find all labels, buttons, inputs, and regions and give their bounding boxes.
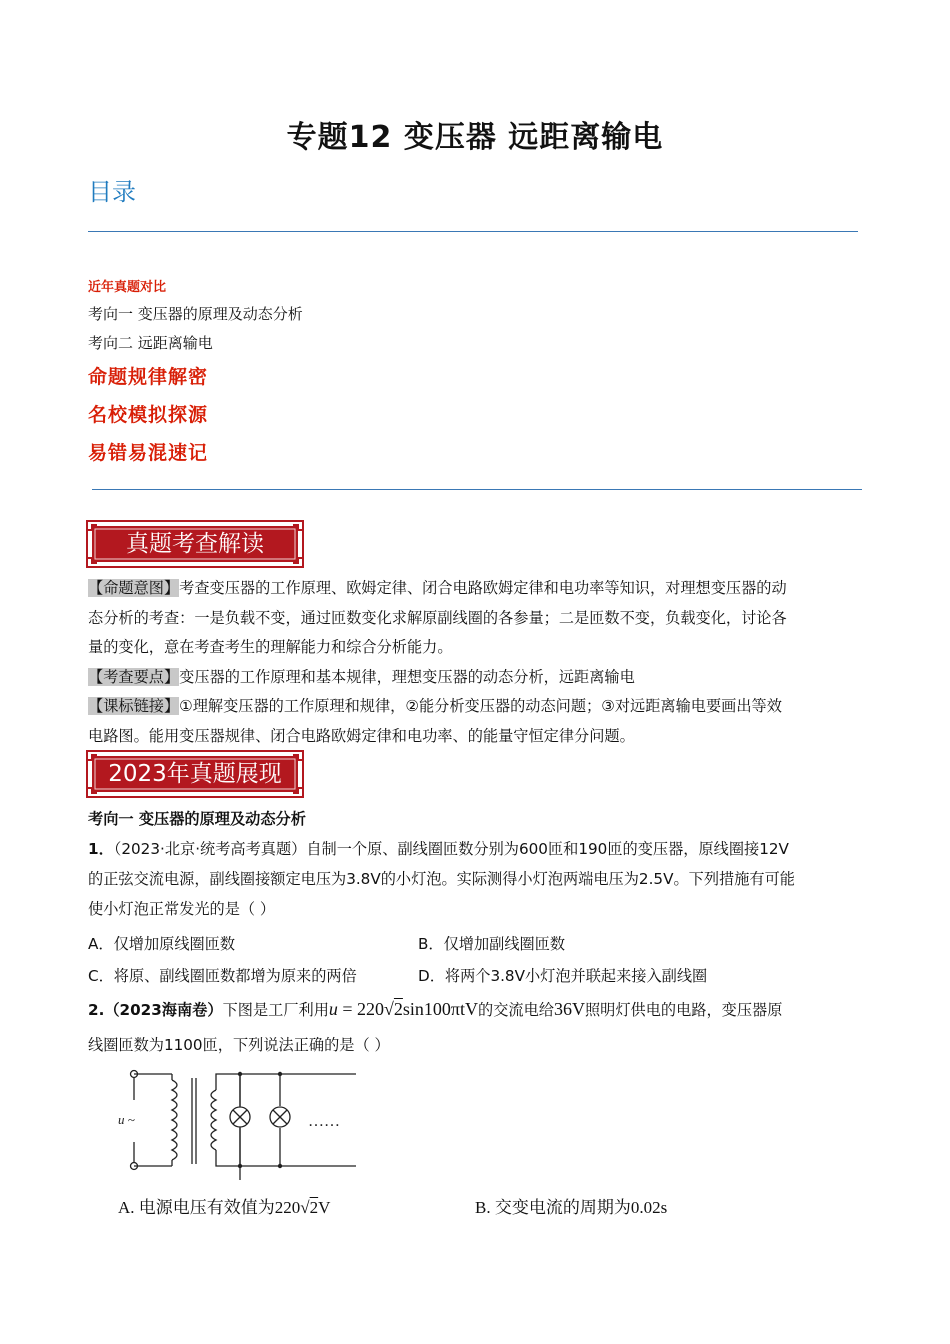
q1-line-2: 的正弦交流电源，副线圈接额定电压为3.8V的小灯泡。实际测得小灯泡两端电压为2.5V。下列措施有可能 [88,870,795,888]
transformer-circuit-diagram [110,1060,370,1180]
q2-formula [329,999,478,1019]
points-text: 变压器的工作原理和基本规律，理想变压器的动态分析，远距离输电 [179,667,635,686]
q2-line-1 [88,999,782,1020]
intent-text-2: 态分析的考查：一是负载不变，通过匝数变化求解原副线圈的各参量；二是匝数不变，负载变化，讨论各 [88,608,787,627]
banner-label: 真题考查解读 [126,531,264,557]
toc-item-schools[interactable]: 名校模拟探源 [88,404,209,426]
formula-u: u [328,999,338,1019]
points-tag: 【考查要点】 [88,667,180,686]
sqrt-icon: √ [300,1198,310,1217]
q1-option-b[interactable]: B．仅增加副线圈匝数 [418,935,566,953]
formula-eq: = 220 [337,999,385,1019]
banner-label: 2023年真题展现 [108,761,282,787]
toc-item-direction1[interactable]: 考向一 变压器的原理及动态分析 [88,305,303,323]
q1-line-1 [88,838,789,859]
q2-text-c: 照明灯供电的电路，变压器原 [584,1001,783,1019]
q2-option-a[interactable] [118,1193,330,1218]
page-title: 专题12 变压器 远距离输电 [286,120,664,155]
intent-tag: 【命题意图】 [88,579,180,597]
q1-line-3: 使小灯泡正常发光的是（ ） [88,900,276,918]
q1-option-a[interactable]: A．仅增加原线圈匝数 [88,935,236,953]
intent-text-3: 量的变化，意在考查考生的理解能力和综合分析能力。 [88,638,453,656]
toc-item-mistakes[interactable]: 易错易混速记 [88,442,209,464]
circuit-more-lamps: …… [308,1113,340,1130]
curriculum-text-2: 电路图。能用变压器规律、闭合电路欧姆定律和电功率、的能量守恒定律分问题。 [88,726,635,745]
toc-item-direction2[interactable]: 考向二 远距离输电 [88,334,213,352]
q2-text-b: 的交流电给 [478,1001,554,1019]
curriculum-text-1: ①理解变压器的工作原理和规律，②能分析变压器的动态问题；③对远距离输电要画出等效 [179,697,782,715]
q2-option-a-radicand: 2 [309,1198,319,1217]
formula-radicand: 2 [393,999,403,1019]
q2-option-a-unit: V [318,1198,331,1217]
q2-option-b-text: B. 交变电流的周期为 [475,1198,631,1217]
toc-bottom-divider [92,489,862,490]
q2-line-2: 线圈匝数为1100匝，下列说法正确的是（ ） [88,1036,390,1054]
section-banner-exam-interpretation [86,520,304,568]
intent-text-1: 考查变压器的工作原理、欧姆定律、闭合电路欧姆定律和电功率等知识，对理想变压器的动 [179,579,787,597]
q1-number: 1． [88,840,114,858]
q2-option-a-value: 220 [274,1198,301,1217]
q2-option-a-text: A. 电源电压有效值为 [118,1198,275,1217]
q2-option-b-value: 0.02s [630,1198,668,1217]
circuit-source-label: u ~ [118,1112,135,1127]
sqrt-icon: √ [384,999,394,1019]
q1-option-c[interactable]: C．将原、副线圈匝数都增为原来的两倍 [88,967,357,985]
toc-item-rules[interactable]: 命题规律解密 [88,366,209,388]
intent-paragraph [88,574,863,751]
curriculum-tag: 【课标链接】 [88,697,180,715]
q1-option-d[interactable]: D．将两个3.8V小灯泡并联起来接入副线圈 [418,967,708,985]
direction1-heading: 考向一 变压器的原理及动态分析 [88,810,306,828]
toc-heading: 目录 [88,178,136,206]
toc-item-recent-compare[interactable]: 近年真题对比 [88,280,167,295]
q2-volt: 36V [553,999,585,1019]
formula-rest: sin100πtV [402,999,479,1019]
q2-source: （2023海南卷） [104,1001,223,1019]
section-banner-2023-questions [86,750,304,798]
toc-top-divider [88,231,858,232]
q2-option-b[interactable] [475,1193,667,1218]
q1-stem-1: （2023·北京·统考高考真题）自制一个原、副线圈匝数分别为600匝和190匝的变压器，原线圈接12V [113,840,789,858]
q2-text-a: 下图是工厂利用 [222,1001,329,1019]
q2-number: 2. [88,1001,105,1019]
